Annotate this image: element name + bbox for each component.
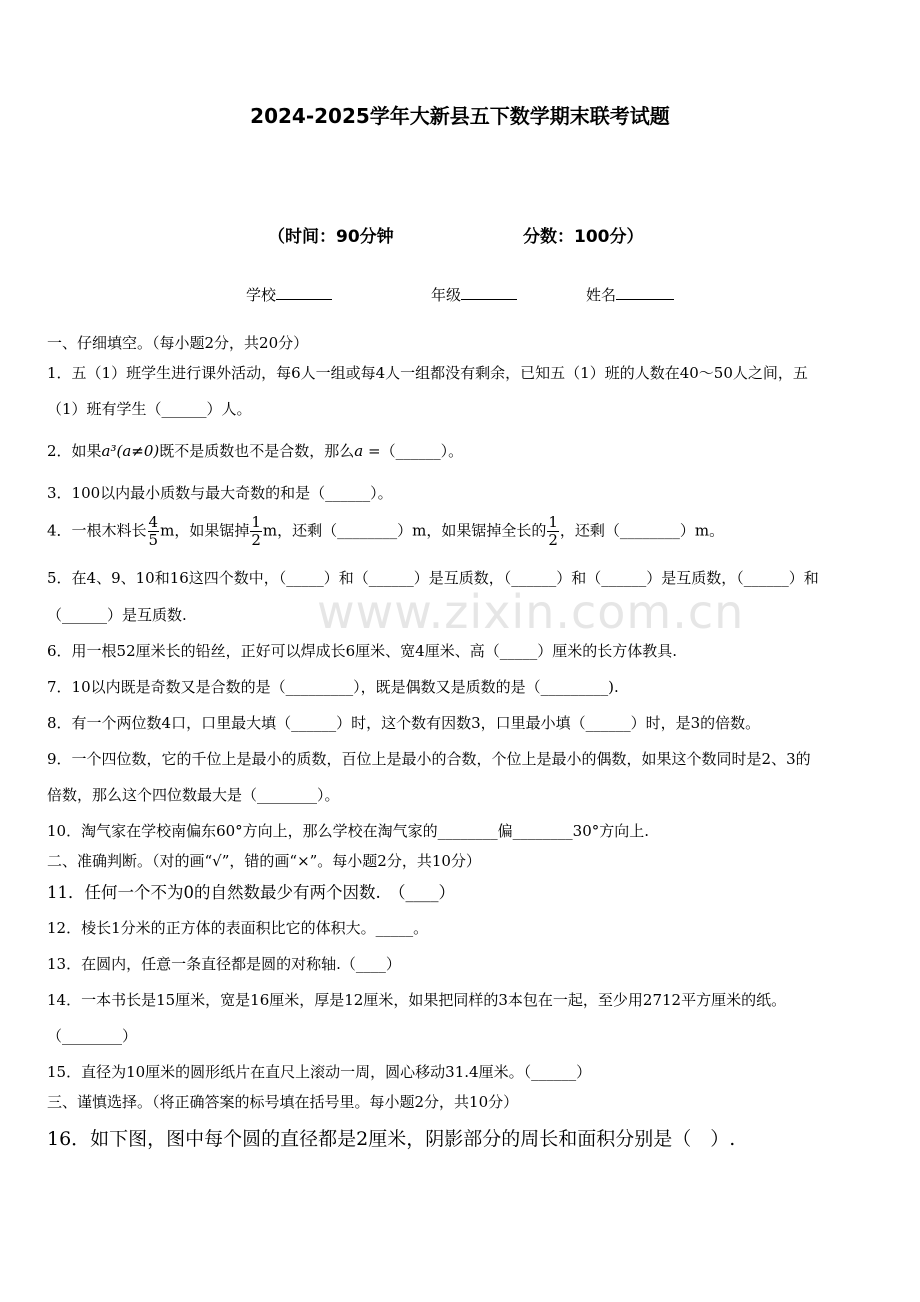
grade-label: 年级 xyxy=(431,286,462,304)
name-blank[interactable] xyxy=(616,285,674,300)
page-title: 2024-2025学年大新县五下数学期末联考试题 xyxy=(250,104,670,128)
question-12: 12．棱长1分米的正方体的表面积比它的体积大。_____。 xyxy=(47,919,429,937)
question-15: 15．直径为10厘米的圆形纸片在直尺上滚动一周，圆心移动31.4厘米。（______） xyxy=(47,1063,592,1081)
watermark: www.zixin.com.cn xyxy=(317,585,745,639)
question-4-part-2: m，如果锯掉 xyxy=(160,521,250,540)
fraction-denominator: 2 xyxy=(548,531,558,549)
fraction-1-2-b xyxy=(547,514,559,549)
question-14-line-1: 14．一本书长是15厘米，宽是16厘米，厚是12厘米，如果把同样的3本包在一起，至少用2712平方厘米的纸。 xyxy=(47,991,787,1009)
fraction-denominator: 5 xyxy=(148,531,159,549)
fraction-1-2-a xyxy=(250,514,262,549)
question-2-var: a xyxy=(354,442,364,460)
question-13: 13．在圆内，任意一条直径都是圆的对称轴.（____） xyxy=(47,955,401,973)
school-field xyxy=(246,284,332,305)
question-8: 8．有一个两位数4口，口里最大填（______）时，这个数有因数3，口里最小填（______）时，是3的倍数。 xyxy=(47,714,761,732)
grade-blank[interactable] xyxy=(461,285,517,300)
section-2-heading: 二、准确判断。（对的画“√”，错的画“×”。每小题2分，共10分） xyxy=(47,852,481,870)
fraction-4-5 xyxy=(148,514,160,549)
question-4 xyxy=(47,514,724,549)
question-2-mid: 既不是质数也不是合数，那么 xyxy=(159,442,355,460)
question-14-line-2: （________） xyxy=(47,1027,138,1045)
question-2-pre: 2．如果 xyxy=(47,442,102,460)
question-9-line-1: 9．一个四位数，它的千位上是最小的质数，百位上是最小的合数，个位上是最小的偶数，如果这个数同时是2、3的 xyxy=(47,750,811,768)
name-field xyxy=(586,284,674,305)
fraction-numerator: 4 xyxy=(148,513,159,531)
question-5-line-2: （______）是互质数. xyxy=(47,606,187,624)
question-3: 3．100以内最小质数与最大奇数的和是（______）。 xyxy=(47,484,393,502)
section-3-heading: 三、谨慎选择。（将正确答案的标号填在括号里。每小题2分，共10分） xyxy=(47,1093,519,1111)
question-2 xyxy=(47,440,463,461)
score-label: 分数：100分） xyxy=(523,227,644,247)
question-9-line-2: 倍数，那么这个四位数最大是（________）。 xyxy=(47,786,340,804)
name-label: 姓名 xyxy=(586,286,617,304)
fraction-denominator: 2 xyxy=(251,531,261,549)
question-4-part-1: 4．一根木料长 xyxy=(47,521,147,540)
question-16: 16．如下图，图中每个圆的直径都是2厘米，阴影部分的周长和面积分别是（ ）. xyxy=(47,1128,736,1150)
time-label: （时间：90分钟 xyxy=(268,227,394,247)
question-2-post: =（______）。 xyxy=(363,442,464,460)
question-10: 10．淘气家在学校南偏东60°方向上，那么学校在淘气家的________偏________30°方向上. xyxy=(47,822,650,840)
school-blank[interactable] xyxy=(276,285,332,300)
question-1-line-1: 1．五（1）班学生进行课外活动，每6人一组或每4人一组都没有剩余，已知五（1）班的人数在40～50人之间，五 xyxy=(47,364,808,382)
question-2-math: a³(a≠0) xyxy=(101,442,160,460)
question-7: 7．10以内既是奇数又是合数的是（_________），既是偶数又是质数的是（_________). xyxy=(47,678,619,696)
question-4-part-3: m，还剩（________）m，如果锯掉全长的 xyxy=(262,521,547,540)
question-11: 11．任何一个不为0的自然数最少有两个因数. （____） xyxy=(47,883,455,902)
grade-field xyxy=(431,284,517,305)
question-4-part-4: ，还剩（________）m。 xyxy=(559,521,725,540)
section-1-heading: 一、仔细填空。（每小题2分，共20分） xyxy=(47,334,309,352)
fraction-numerator: 1 xyxy=(251,513,261,531)
school-label: 学校 xyxy=(246,286,277,304)
question-5-line-1: 5．在4、9、10和16这四个数中，（_____）和（______）是互质数，（______）和（______）是互质数，（______）和 xyxy=(47,569,819,587)
question-6: 6．用一根52厘米长的铅丝，正好可以焊成长6厘米、宽4厘米、高（_____）厘米的长方体教具. xyxy=(47,642,677,660)
question-1-line-2: （1）班有学生（______）人。 xyxy=(47,400,252,418)
fraction-numerator: 1 xyxy=(548,513,558,531)
